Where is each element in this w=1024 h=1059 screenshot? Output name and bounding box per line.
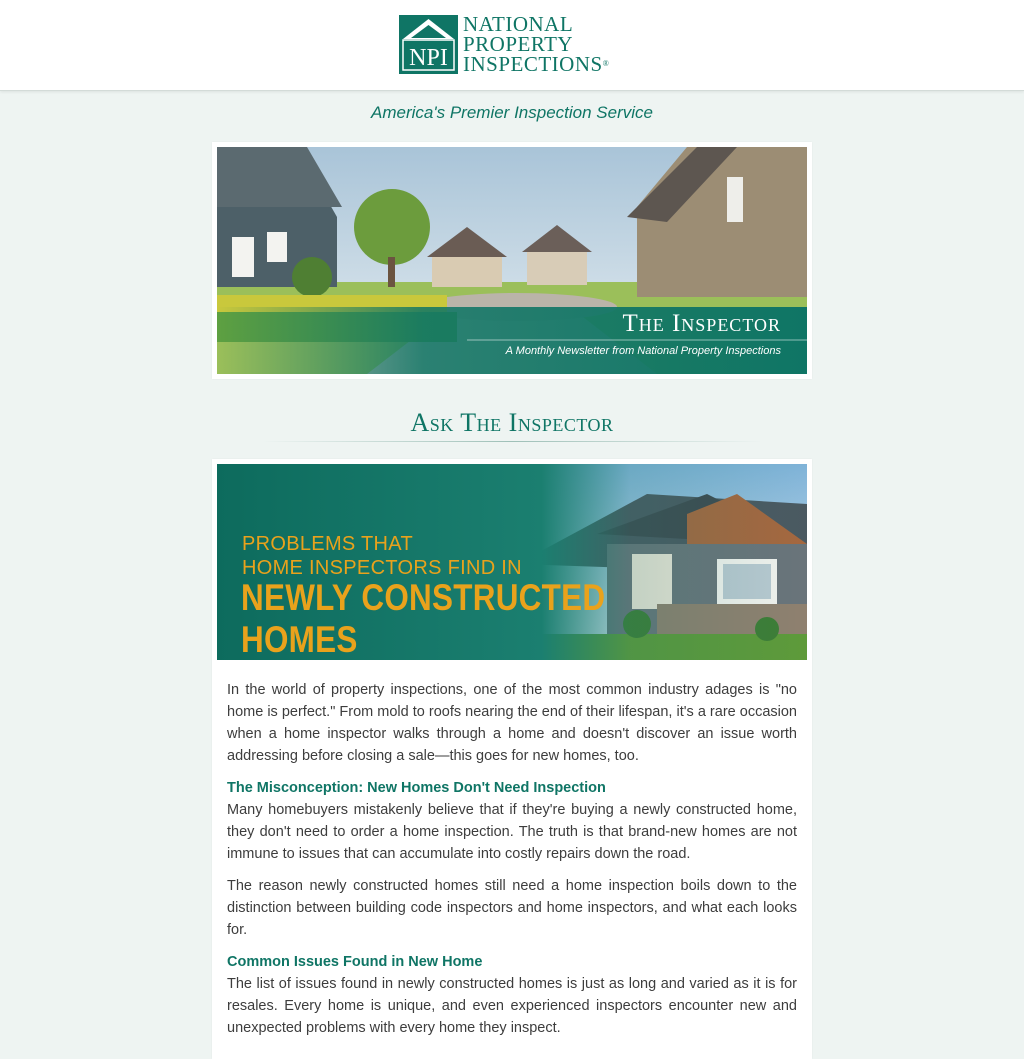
article-card	[212, 459, 812, 1059]
logo-line-national: NATIONAL	[463, 12, 574, 36]
article-intro: In the world of property inspections, one of the most common industry adages is "no home is perfect." From mold to roofs nearing the end of their lifespan, it's a rare occasion when a home inspector walks through a home and doesn't discover an issue worth addressing before closing a sale—this goes for new homes, too.	[227, 682, 797, 764]
article-paragraph-1: Many homebuyers mistakenly believe that if they're buying a newly constructed home, they don't need to order a home inspection. The truth is that brand-new homes are not immune to issues that can accumulate into costly repairs down the road.	[227, 802, 797, 862]
newsletter-title: The Inspector	[622, 310, 781, 337]
banner-headline-line1: PROBLEMS THAT	[242, 533, 413, 555]
article-body	[227, 679, 797, 1049]
banner-headline-line3: NEWLY CONSTRUCTED HOMES	[241, 577, 606, 660]
article-heading-common-issues: Common Issues Found in New Home	[227, 954, 483, 970]
banner-headline-line2: HOME INSPECTORS FIND IN	[242, 557, 522, 579]
npi-logo-mark	[399, 15, 458, 74]
logo-monogram: NPI	[409, 45, 448, 71]
logo-wordmark	[463, 14, 609, 74]
logo-line-property: PROPERTY	[463, 32, 574, 56]
article-paragraph-2: The reason newly constructed homes still need a home inspection boils down to the distinction between building code inspectors and home inspectors, and what each looks for.	[227, 878, 797, 938]
newsletter-hero	[212, 142, 812, 379]
section-title: Ask The Inspector	[410, 408, 614, 437]
logo-line-inspections-text: INSPECTIONS	[463, 52, 603, 76]
article-heading-misconception: The Misconception: New Homes Don't Need Inspection	[227, 780, 606, 796]
tagline: America's Premier Inspection Service	[371, 103, 653, 122]
article-banner[interactable]	[217, 464, 807, 660]
section-divider	[262, 441, 762, 442]
npi-logo[interactable]	[399, 14, 629, 76]
house-logo-icon	[399, 15, 458, 74]
registered-mark: ®	[602, 59, 610, 68]
neighborhood-photo	[217, 147, 807, 374]
article-paragraph-3: The list of issues found in newly constructed homes is just as long and varied as it is for resales. Every home is unique, and even experienced inspectors encounter new and unexpected problems with every home they inspect.	[227, 976, 797, 1036]
site-header	[0, 0, 1024, 91]
newsletter-subtitle: A Monthly Newsletter from National Property Inspections	[505, 345, 781, 357]
logo-line-inspections	[463, 54, 609, 74]
